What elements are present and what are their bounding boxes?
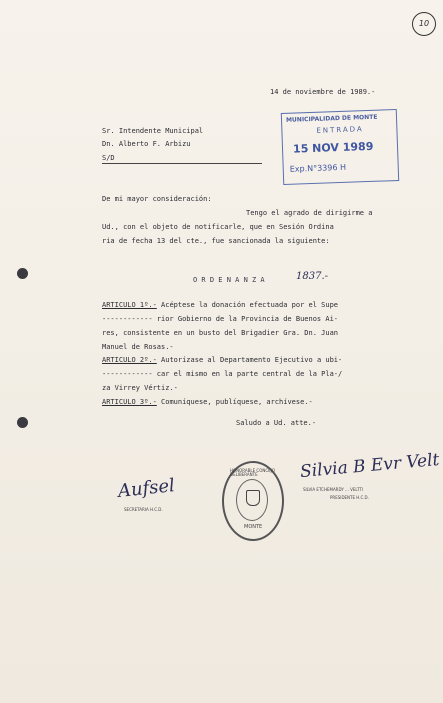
stamp-date: 15 NOV 1989 [292,139,374,156]
punch-hole-bottom [17,417,28,428]
article-1 [102,302,338,309]
ordinance-heading: O R D E N A N Z A [193,276,265,284]
recipient-line-3: S/D [102,154,115,162]
left-signature: Aufsel [117,475,176,502]
ordinance-number: 1837.- [296,271,329,282]
official-seal [222,461,284,541]
document-date: 14 de noviembre de 1989.- [270,88,376,96]
article-3 [102,399,313,406]
right-signature: Silvia B Evr Velt [299,449,441,483]
seal-crest-icon [246,490,260,506]
article-1-line-4: Manuel de Rosas.- [102,343,174,351]
entry-stamp [281,109,399,185]
seal-bottom-text: MONTE [244,524,263,530]
article-3-label: ARTICULO 3º.- [102,398,157,406]
article-1-line-3: res, consistente en un busto del Brigadier Gra. Dn. Juan [102,329,339,337]
recipient-line-2: Dn. Alberto F. Arbizu [102,140,191,148]
body-line-3: ria de fecha 13 del cte., fue sancionada la siguiente: [102,237,330,245]
recipient-line-3-wrap [102,155,262,164]
body-line-2: Ud., con el objeto de notificarle, que en Sesión Ordina [102,223,334,231]
article-2-line-1: Autorízase al Departamento Ejecutivo a ubi- [161,356,343,364]
stamp-entrada: ENTRADA [316,125,364,135]
stamp-municipality: MUNICIPALIDAD DE MONTE [285,113,378,124]
salutation: De mi mayor consideración: [102,195,212,203]
article-3-line-1: Comuníquese, publíquese, archívese.- [161,398,313,406]
left-signature-name: SECRETARIA H.C.D. [124,507,163,512]
article-1-line-1: Acéptese la donación efectuada por el Supe [161,301,339,309]
article-2-label: ARTICULO 2º.- [102,356,157,364]
recipient-line-1: Sr. Intendente Municipal [102,127,204,135]
punch-hole-top [17,268,28,279]
page-number: 10 [412,12,436,36]
seal-top-text: HONORABLE CONCEJO DELIBERANTE [230,468,276,477]
closing: Saludo a Ud. atte.- [236,419,317,427]
right-signature-name: SILVIA ETCHEMARDY ... VELTTI [303,487,364,492]
article-1-line-2: ------------ rior Gobierno de la Provincia de Buenos Ai- [102,315,339,323]
right-signature-title: PRESIDENTE H.C.D. [330,495,369,500]
article-2 [102,357,342,364]
article-1-label: ARTICULO 1º.- [102,301,157,309]
article-2-line-2: ------------ car el mismo en la parte central de la Pla-/ [102,370,343,378]
body-line-1: Tengo el agrado de dirigirme a [246,209,373,217]
stamp-expediente: Exp.N°3396 H [289,162,347,174]
article-2-line-3: za Virrey Vértiz.- [102,384,178,392]
